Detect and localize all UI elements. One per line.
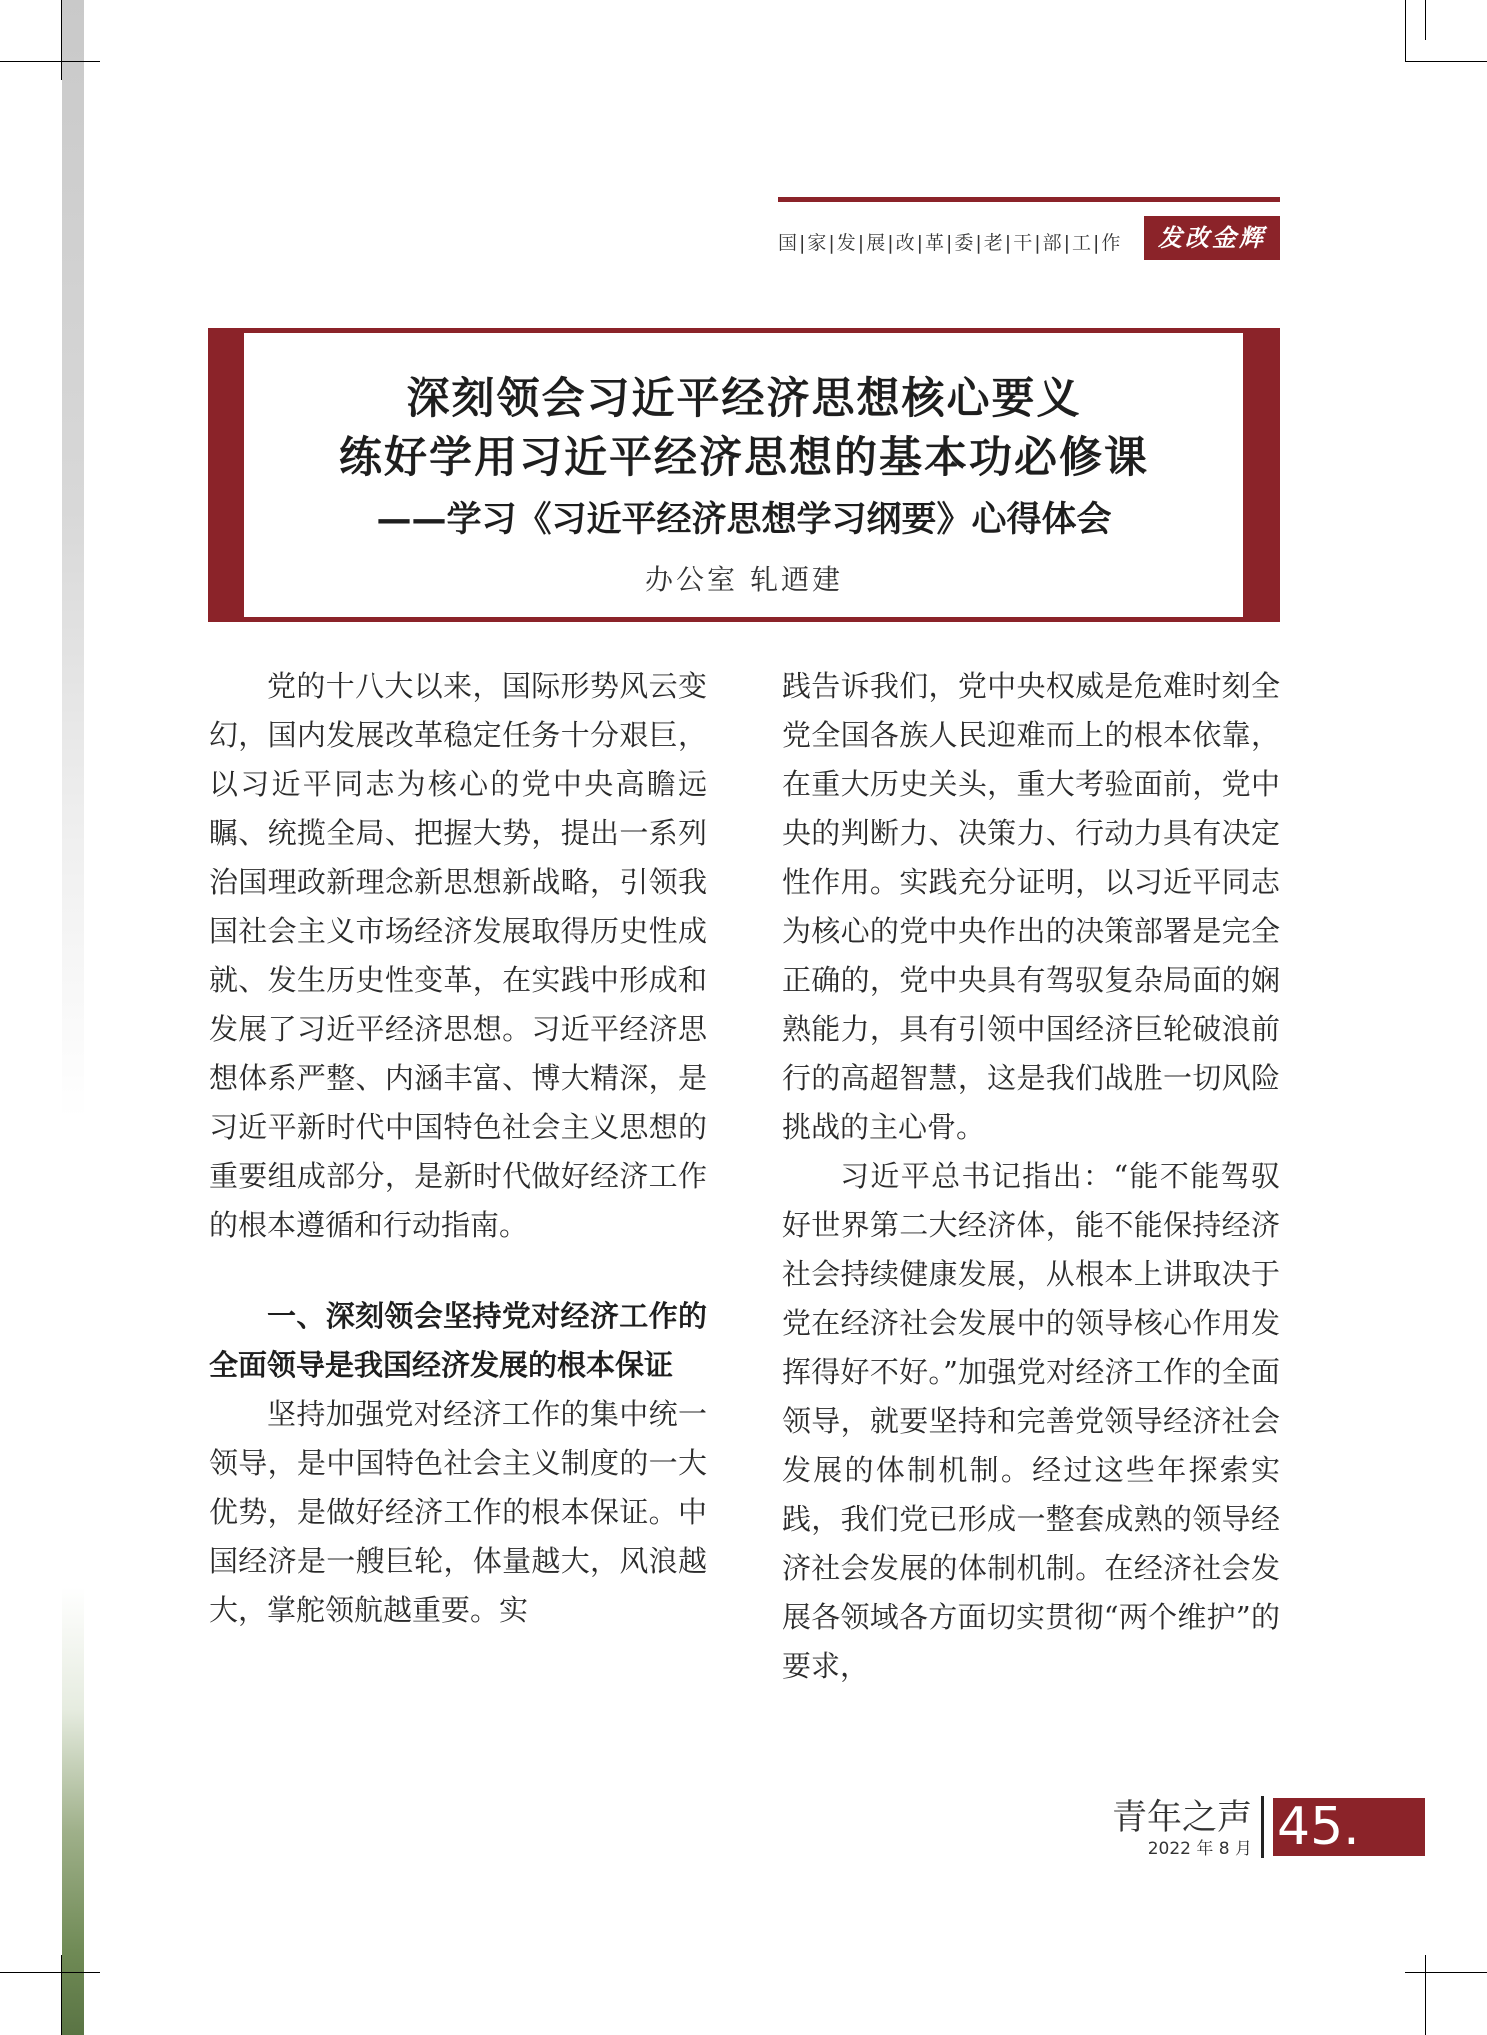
paragraph: 党的十八大以来，国际形势风云变幻，国内发展改革稳定任务十分艰巨，以习近平同志为核心的党中央高瞻远瞩、统揽全局、把握大势，提出一系列治国理政新理念新思想新战略，引领我国社会主义市场经济发展取得历史性成就、发生历史性变革，在实践中形成和发展了习近平经济思想。习近平经济思想体系严整、内涵丰富、博大精深，是习近平新时代中国特色社会主义思想的重要组成部分，是新时代做好经济工作的根本遵循和行动指南。 [209, 669, 707, 1242]
subtitle: ——学习《习近平经济思想学习纲要》心得体会 [376, 500, 1112, 540]
section-heading: 一、深刻领会坚持党对经济工作的全面领导是我国经济发展的根本保证 [209, 1299, 707, 1382]
crop-mark [1405, 0, 1406, 62]
magazine-name: 青年之声 [1111, 1798, 1252, 1838]
header-rule [778, 197, 1280, 202]
crop-mark [61, 0, 62, 80]
crop-mark [1405, 1972, 1487, 1973]
crop-mark [1405, 61, 1487, 62]
paragraph: 习近平总书记指出：“能不能驾驭好世界第二大经济体，能不能保持经济社会持续健康发展，从根本上讲取决于党在经济社会发展中的领导核心作用发挥得好不好。”加强党对经济工作的全面领导，就要坚持和完善党领导经济社会发展的体制机制。经过这些年探索实践，我们党已形成一整套成熟的领导经济社会发展的体制机制。在经济社会发展各领域各方面切实贯彻“两个维护”的要求， [782, 1159, 1280, 1683]
right-column [782, 662, 1280, 1691]
issue-date: 2022 年 8 月 [1147, 1839, 1252, 1859]
footer-divider [1261, 1796, 1264, 1858]
crop-mark [61, 1955, 62, 2035]
paragraph: 坚持加强党对经济工作的集中统一领导，是中国特色社会主义制度的一大优势，是做好经济工作的根本保证。中国经济是一艘巨轮，体量越大，风浪越大，掌舵领航越重要。实 [209, 1397, 707, 1627]
crop-mark [0, 61, 100, 62]
crop-mark [1425, 0, 1426, 40]
title-line-2: 练好学用习近平经济思想的基本功必修课 [339, 433, 1149, 483]
decorative-side-strip [62, 0, 84, 2035]
crop-mark [0, 1972, 100, 1973]
header-department: 国|家|发|展|改|革|委|老|干|部|工|作 [778, 232, 1123, 254]
paragraph: 践告诉我们，党中央权威是危难时刻全党全国各族人民迎难而上的根本依靠，在重大历史关头，重大考验面前，党中央的判断力、决策力、行动力具有决定性作用。实践充分证明，以习近平同志为核心的党中央作出的决策部署是完全正确的，党中央具有驾驭复杂局面的娴熟能力，具有引领中国经济巨轮破浪前行的高超智慧，这是我们战胜一切风险挑战的主心骨。 [782, 669, 1280, 1144]
left-column [209, 662, 707, 1635]
author-line: 办公室 轧迺建 [645, 563, 843, 596]
title-line-1: 深刻领会习近平经济思想核心要义 [406, 374, 1082, 424]
header-badge: 发改金辉 [1144, 216, 1280, 260]
crop-mark [1425, 1955, 1426, 2035]
page-number: 45. [1273, 1798, 1425, 1856]
